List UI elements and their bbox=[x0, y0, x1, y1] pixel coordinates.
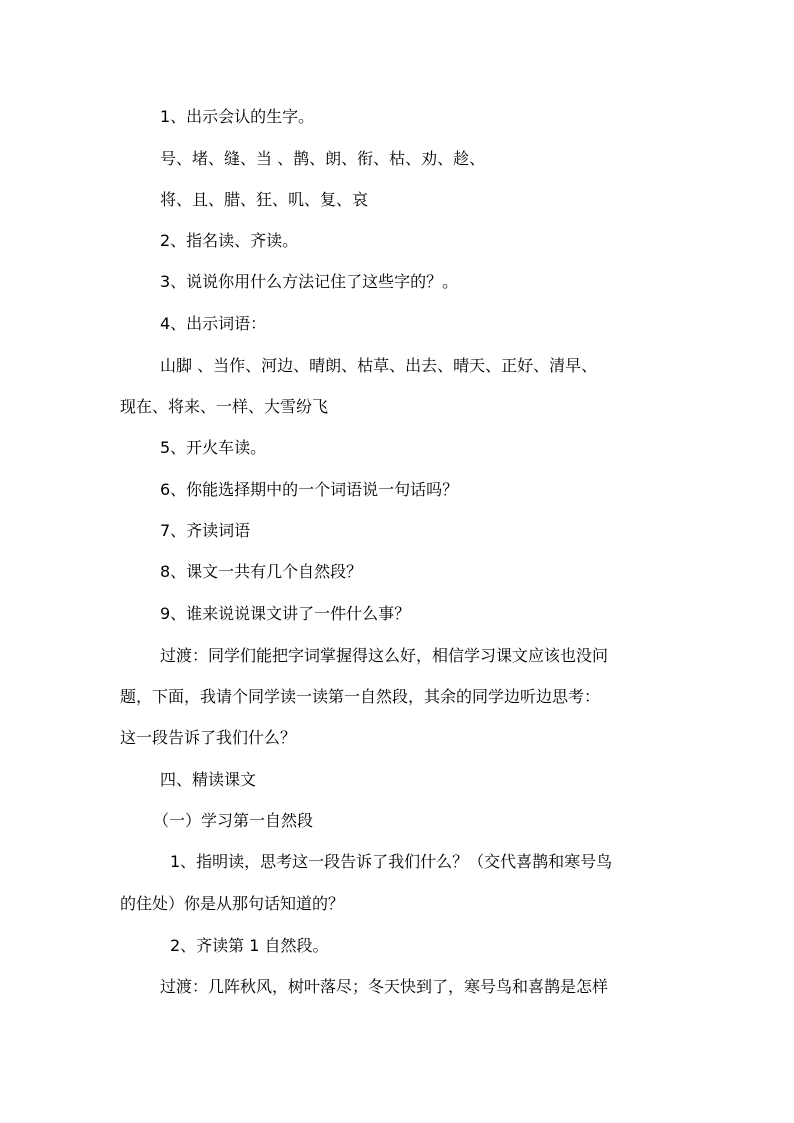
text-line-1: 1、出示会认的生字。 bbox=[160, 107, 315, 126]
text-line-21: 2、齐读第 1 自然段。 bbox=[170, 936, 329, 955]
text-line-6: 4、出示词语： bbox=[160, 314, 267, 333]
text-line-3: 将、且、腊、狂、叽、复、哀 bbox=[160, 190, 369, 209]
text-line-4: 2、指名读、齐读。 bbox=[160, 231, 299, 250]
text-line-13: 9、谁来说说课文讲了一件什么事？ bbox=[160, 604, 411, 623]
text-line-19: 1、指明读，思考这一段告诉了我们什么？（交代喜鹊和寒号鸟 bbox=[170, 852, 613, 871]
text-line-2: 号、堵、缝、当 、鹊、朗、衔、枯、劝、趁、 bbox=[160, 149, 486, 168]
text-line-8: 现在、将来、一样、大雪纷飞 bbox=[120, 397, 329, 416]
text-line-17: 四、精读课文 bbox=[160, 770, 257, 789]
text-line-18: （一）学习第一自然段 bbox=[153, 811, 314, 830]
text-line-5: 3、说说你用什么方法记住了这些字的？。 bbox=[160, 272, 459, 291]
text-line-14: 过渡：同学们能把字词掌握得这么好，相信学习课文应该也没问 bbox=[160, 646, 609, 665]
text-line-9: 5、开火车读。 bbox=[160, 438, 267, 457]
text-line-20: 的住处）你是从那句话知道的？ bbox=[120, 894, 345, 913]
text-line-15: 题，下面，我请个同学读一读第一自然段，其余的同学边听边思考： bbox=[120, 687, 601, 706]
text-line-16: 这一段告诉了我们什么？ bbox=[120, 728, 297, 747]
text-line-22: 过渡：几阵秋风，树叶落尽；冬天快到了，寒号鸟和喜鹊是怎样 bbox=[160, 977, 609, 996]
text-line-11: 7、齐读词语 bbox=[160, 521, 251, 540]
text-line-10: 6、你能选择期中的一个词语说一句话吗？ bbox=[160, 480, 459, 499]
text-line-7: 山脚 、当作、河边、晴朗、枯草、出去、晴天、正好、清早、 bbox=[160, 356, 598, 375]
text-line-12: 8、课文一共有几个自然段？ bbox=[160, 562, 363, 581]
